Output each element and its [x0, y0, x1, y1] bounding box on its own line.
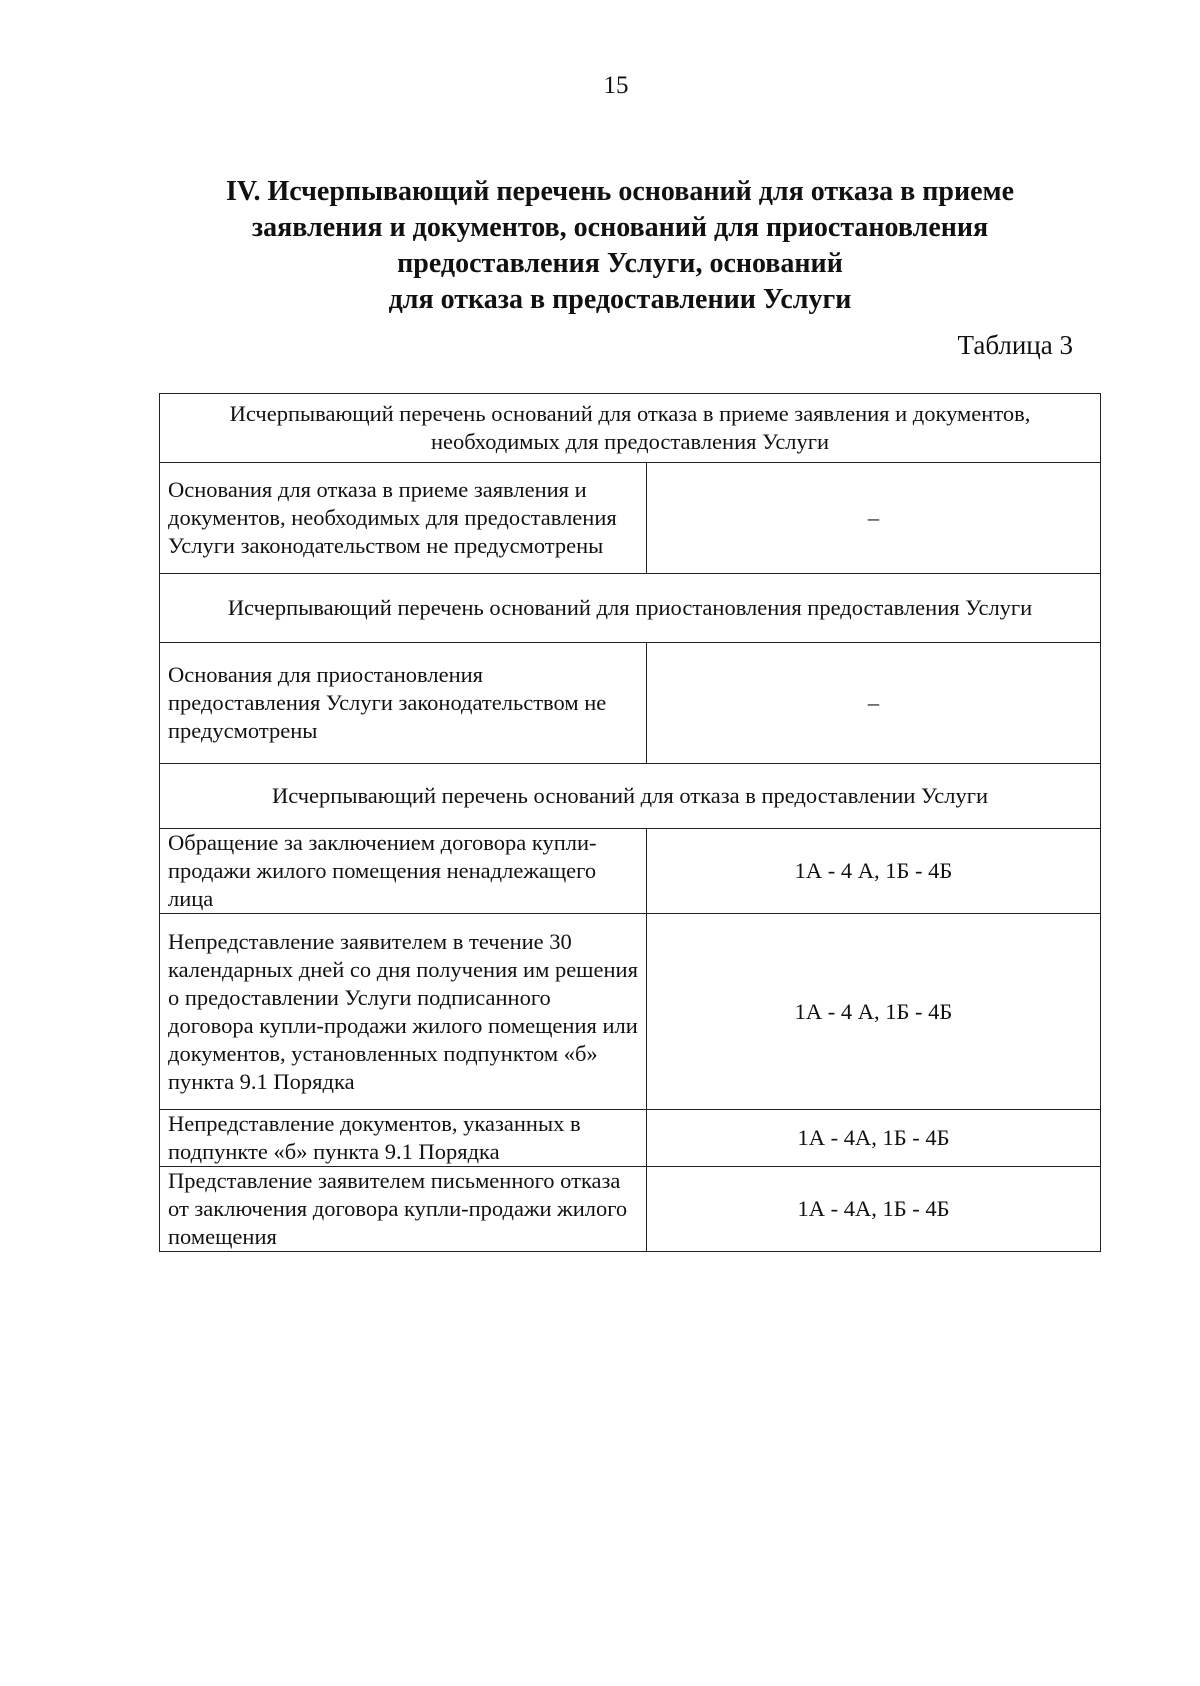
page-number: 15 — [603, 72, 629, 99]
heading-line-2: заявления и документов, оснований для приостановления — [251, 212, 989, 243]
reason-cell: Непредставление заявителем в течение 30 календарных дней со дня получения им решения о предоставлении Услуги подписанного договора купли-продажи жилого помещения или документов, установленных подпунктом «б» пункта 9.1 Порядка — [160, 914, 647, 1110]
value-cell: – — [647, 643, 1101, 764]
table-row — [160, 829, 1101, 914]
reason-cell: Непредставление документов, указанных в подпункте «б» пункта 9.1 Порядка — [160, 1110, 647, 1167]
table-section-row — [160, 394, 1101, 463]
value-cell: 1А - 4А, 1Б - 4Б — [647, 1110, 1101, 1167]
table-row — [160, 1167, 1101, 1252]
section-header-suspension: Исчерпывающий перечень оснований для приостановления предоставления Услуги — [160, 574, 1101, 643]
table-row — [160, 463, 1101, 574]
section-heading — [160, 174, 1080, 318]
table-section-row — [160, 574, 1101, 643]
reason-cell: Основания для приостановления предоставления Услуги законодательством не предусмотрены — [160, 643, 647, 764]
section-header-refusal-acceptance — [160, 394, 1101, 463]
table-row — [160, 914, 1101, 1110]
value-cell: 1А - 4 А, 1Б - 4Б — [647, 914, 1101, 1110]
table-row — [160, 643, 1101, 764]
reason-cell: Обращение за заключением договора купли-продажи жилого помещения ненадлежащего лица — [160, 829, 647, 914]
table-section-row — [160, 764, 1101, 829]
value-cell: 1А - 4 А, 1Б - 4Б — [647, 829, 1101, 914]
heading-line-4: для отказа в предоставлении Услуги — [388, 284, 852, 315]
section-header-line: Исчерпывающий перечень оснований для отказа в приеме заявления и документов, — [229, 401, 1031, 426]
grounds-table — [159, 393, 1101, 1252]
table-label: Таблица 3 — [957, 330, 1073, 360]
reason-cell: Основания для отказа в приеме заявления и документов, необходимых для предоставления Услуги законодательством не предусмотрены — [160, 463, 647, 574]
section-header-line: необходимых для предоставления Услуги — [430, 429, 830, 454]
value-cell: – — [647, 463, 1101, 574]
value-cell: 1А - 4А, 1Б - 4Б — [647, 1167, 1101, 1252]
section-header-refusal-provision: Исчерпывающий перечень оснований для отказа в предоставлении Услуги — [160, 764, 1101, 829]
table-row — [160, 1110, 1101, 1167]
heading-line-1: IV. Исчерпывающий перечень оснований для отказа в приеме — [225, 176, 1015, 207]
reason-cell: Представление заявителем письменного отказа от заключения договора купли-продажи жилого помещения — [160, 1167, 647, 1252]
heading-line-3: предоставления Услуги, оснований — [397, 248, 843, 279]
